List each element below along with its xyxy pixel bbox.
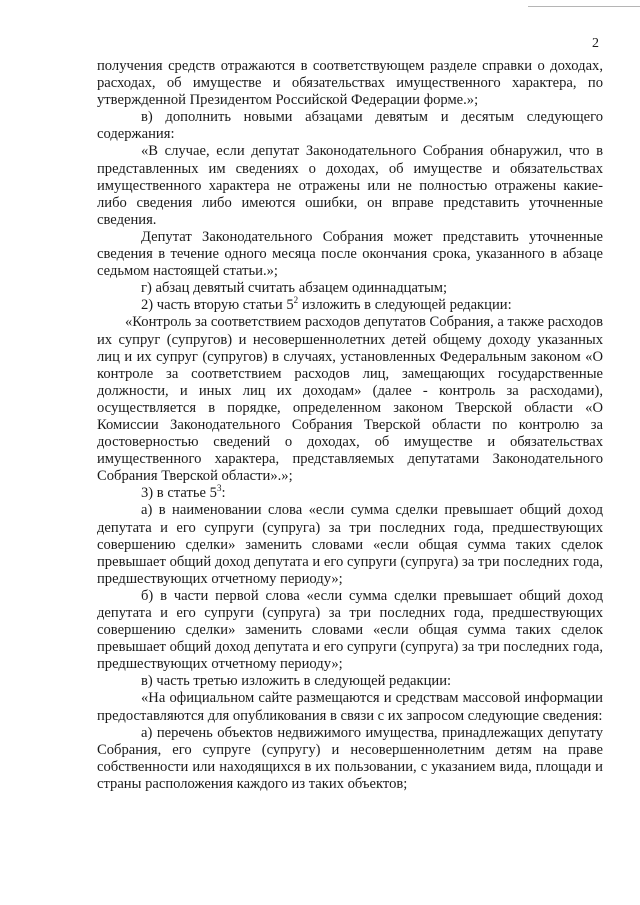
paragraph: «На официальном сайте размещаются и средствам массовой информации предоставляются для опубликования в связи с их запросом следующие сведения: (97, 690, 603, 724)
superscript: 3 (216, 483, 222, 494)
paragraph: получения средств отражаются в соответствующем разделе справки о доходах, расходах, об имуществе и обязательствах имущественного характера, по утвержденной Президентом Российской Федерации форме.»; (97, 58, 603, 109)
paragraph: г) абзац девятый считать абзацем одиннадцатым; (141, 280, 448, 297)
paragraph: а) в наименовании слова «если сумма сделки превышает общий доход депутата и его супруги (супруга) за три последних года, предшествующих совершению сделки» заменить словами «если общая сумма таких сделок превышает общий доход депутата и его супруги (супруга) за три последних года, предшествующих отчетному периоду»; (97, 502, 603, 587)
paragraph: Депутат Законодательного Собрания может представить уточненные сведения в течение одного месяца после окончания срока, указанного в абзаце седьмом настоящей статьи.»; (97, 228, 603, 280)
paragraph: б) в части первой слова «если сумма сделки превышает общий доход депутата и его супруги (супруга) за три последних года, предшествующих совершению сделки» заменить словами «если общая сумма таких сделок превышает общий доход депутата и его супруги (супруга) за три последних года, предшествующих отчетному периоду»; (97, 587, 603, 673)
paragraph: а) перечень объектов недвижимого имущества, принадлежащих депутату Собрания, его супруге (супругу) и несовершеннолетним детям на праве собственности или находящихся в их пользовании, с указанием вида, площади и страны расположения каждого из таких объектов; (97, 724, 603, 792)
paragraph: «Контроль за соответствием расходов депутатов Собрания, а также расходов их супруг (супругов) и несовершеннолетних детей общему доходу указанных лиц и их супруг (супругов) в случаях, установленных Федеральным законом «О контроле за соответствием расходов лиц, замещающих государственные должности, и иных лиц их доходам» (далее - контроль за расходами), осуществляется в порядке, определенном законом Тверской области «О Комиссии Законодательного Собрания Тверской области по контролю за достоверностью сведений о доходах, об имуществе и обязательствах имущественного характера, представляемых депутатами Законодательного Собрания Тверской области».»; (97, 314, 603, 485)
paragraph: «В случае, если депутат Законодательного Собрания обнаружил, что в представленных им сведениях о доходах, об имуществе и обязательствах имущественного характера не отражены или не полностью отражены какие-либо сведения либо имеются ошибки, он вправе представить уточненные сведения. (97, 143, 603, 228)
paragraph-with-superscript (97, 297, 603, 314)
paragraph-with-superscript (97, 485, 603, 502)
page-number: 2 (592, 36, 599, 51)
paragraph-text: 3) в статье 5 (141, 485, 217, 502)
superscript: 2 (293, 295, 299, 306)
paragraph-text: 2) часть вторую статьи 5 (141, 297, 294, 314)
paragraph-text: : (221, 485, 226, 502)
paragraph: в) часть третью изложить в следующей редакции: (141, 673, 452, 690)
top-scan-line (528, 6, 640, 7)
paragraph: в) дополнить новыми абзацами девятым и десятым следующего содержания: (97, 109, 603, 143)
paragraph-text: изложить в следующей редакции: (298, 297, 512, 314)
document-body (97, 58, 603, 793)
